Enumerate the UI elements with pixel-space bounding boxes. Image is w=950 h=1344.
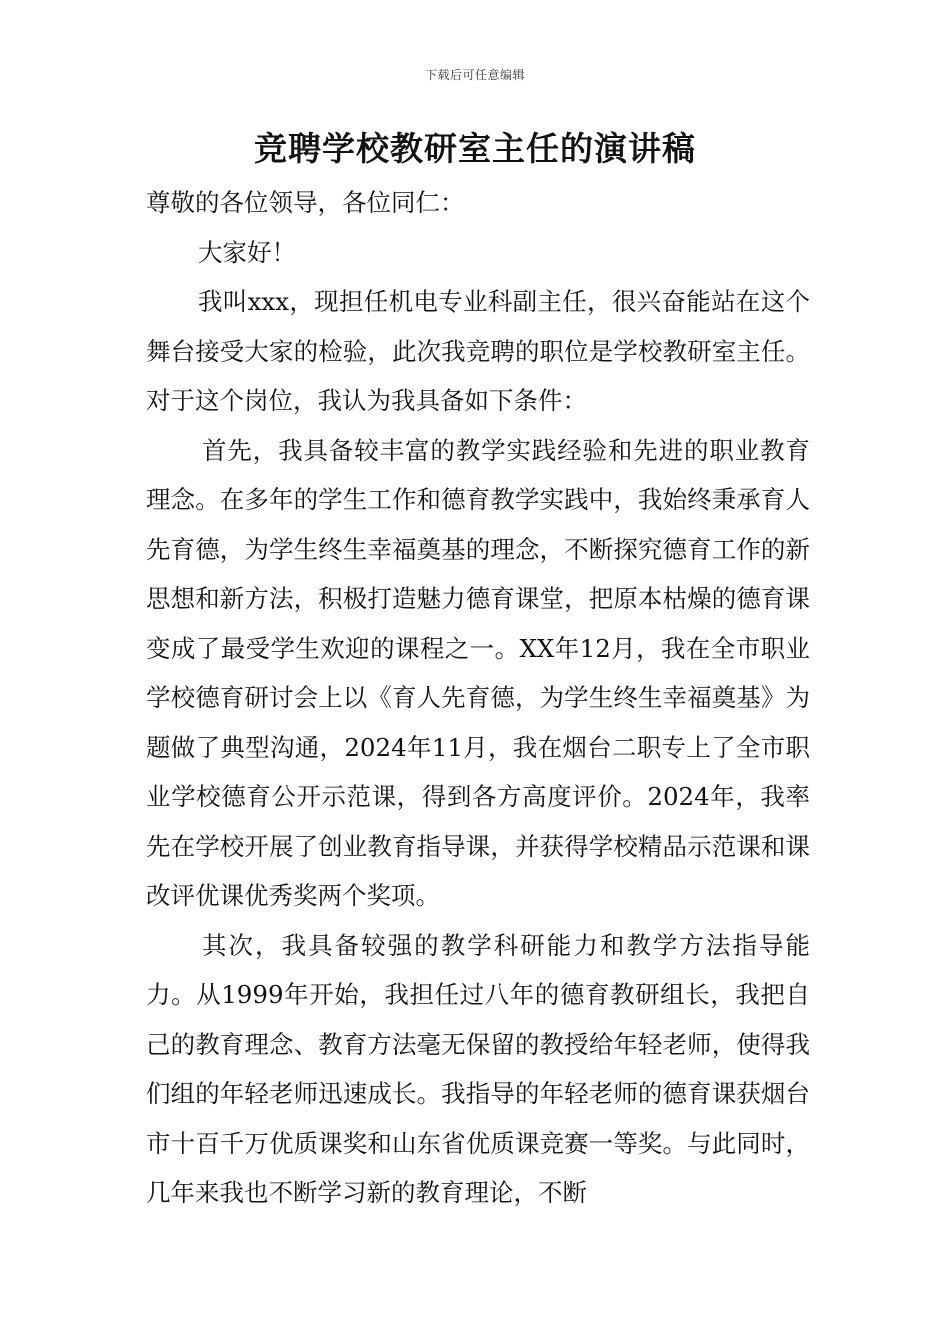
paragraph-first: 首先，我具备较丰富的教学实践经验和先进的职业教育理念。在多年的学生工作和德育教学实践中，我始终秉承育人先育德，为学生终生幸福奠基的理念，不断探究德育工作的新思想和新方法，积极打造魅力德育课堂，把原本枯燥的德育课变成了最受学生欢迎的课程之一。XX年12月，我在全市职业学校德育研讨会上以《育人先育德，为学生终生幸福奠基》为题做了典型沟通，2024年11月，我在烟台二职专上了全市职业学校德育公开示范课，得到各方高度评价。2024年，我率先在学校开展了创业教育指导课，并获得学校精品示范课和课改评优课优秀奖两个奖项。 bbox=[146, 435, 810, 910]
greeting: 大家好！ bbox=[198, 237, 296, 267]
document-body bbox=[146, 178, 810, 1218]
salutation: 尊敬的各位领导，各位同仁： bbox=[146, 188, 465, 217]
document-title: 竞聘学校教研室主任的演讲稿 bbox=[254, 129, 696, 168]
paragraph-second: 其次，我具备较强的教学科研能力和教学方法指导能力。从1999年开始，我担任过八年的德育教研组长，我把自己的教育理念、教育方法毫无保留的教授给年轻老师，使得我们组的年轻老师迅速成长。我指导的年轻老师的德育课获烟台市十百千万优质课奖和山东省优质课竞赛一等奖。与此同时，几年来我也不断学习新的教育理论，不断 bbox=[146, 930, 810, 1207]
header-note: 下载后可任意编辑 bbox=[424, 68, 525, 82]
paragraph-intro: 我叫xxx，现担任机电专业科副主任，很兴奋能站在这个舞台接受大家的检验，此次我竞聘的职位是学校教研室主任。对于这个岗位，我认为我具备如下条件： bbox=[146, 287, 810, 415]
